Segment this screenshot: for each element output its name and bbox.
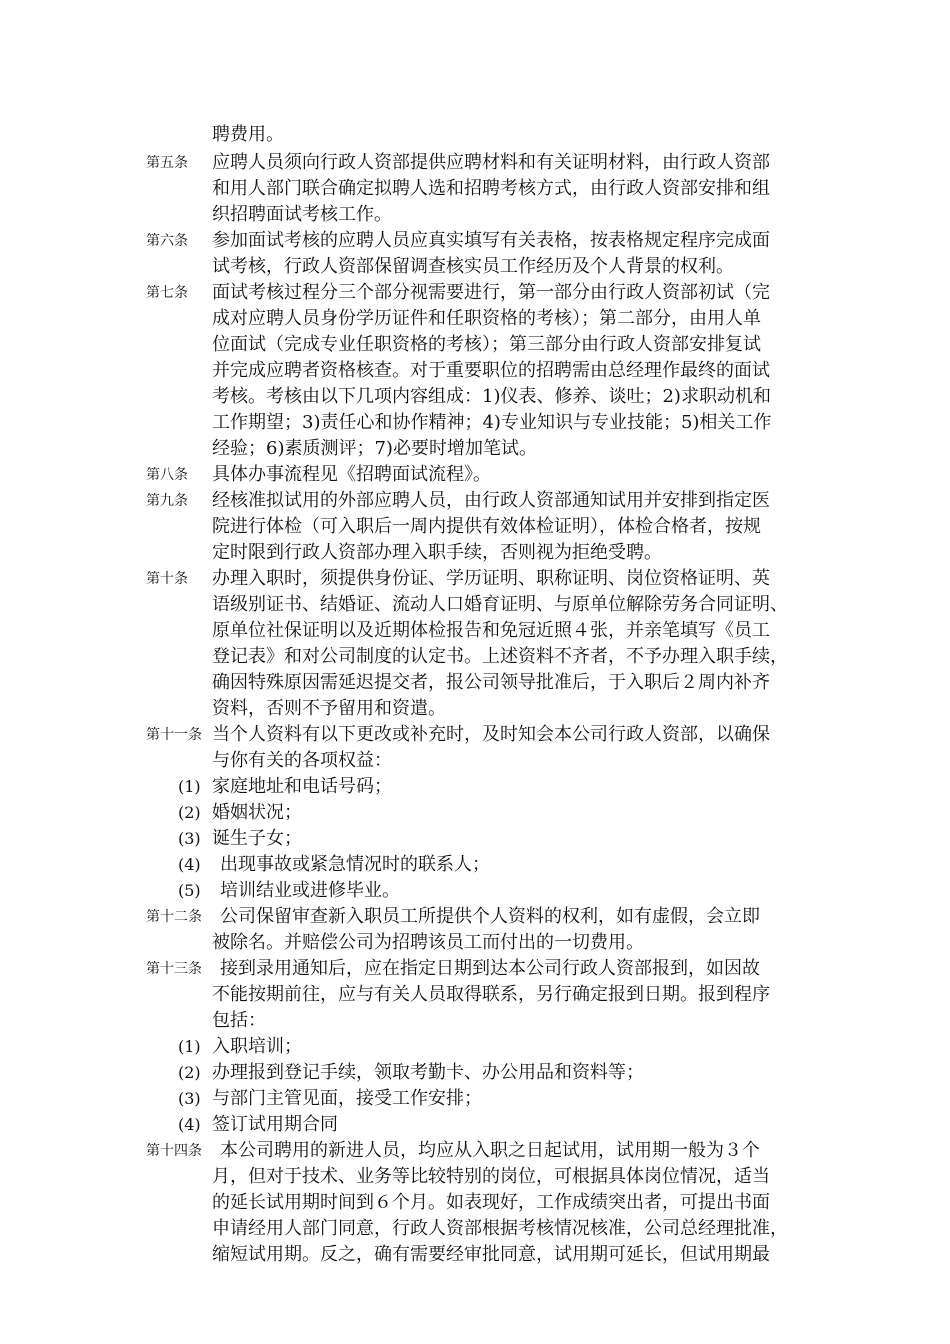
article-5-line-2: 织招聘面试考核工作。 — [212, 204, 392, 225]
list-11-item-2-text: 婚姻状况； — [212, 802, 302, 823]
list-11-item-1-text: 家庭地址和电话号码； — [212, 776, 392, 797]
article-5-line-1: 和用人部门联合确定拟聘人选和招聘考核方式，由行政人资部安排和组 — [212, 178, 770, 199]
article-7-line-5: 工作期望；3)责任心和协作精神；4)专业知识与专业技能；5)相关工作 — [212, 412, 772, 433]
article-7-line-4: 考核。考核由以下几项内容组成：1)仪表、修养、谈吐；2)求职动机和 — [212, 386, 771, 407]
article-7-line-0: 面试考核过程分三个部分视需要进行，第一部分由行政人资部初试（完 — [212, 282, 770, 303]
article-7-line-3: 并完成应聘者资格核查。对于重要职位的招聘需由总经理作最终的面试 — [212, 360, 770, 381]
list-13-item-2-number: (2) — [178, 1063, 201, 1082]
article-13-line-2: 包括： — [212, 1010, 266, 1031]
list-13-item-1-number: (1) — [178, 1037, 201, 1056]
article-10-line-0: 办理入职时，须提供身份证、学历证明、职称证明、岗位资格证明、英 — [212, 568, 770, 589]
article-13-line-0: 接到录用通知后，应在指定日期到达本公司行政人资部报到，如因故 — [220, 958, 760, 979]
list-11-item-1-number: (1) — [178, 777, 201, 796]
list-11-item-4-number: (4) — [178, 855, 201, 874]
article-11-line-1: 与你有关的各项权益： — [212, 750, 392, 771]
list-13-item-4-number: (4) — [178, 1115, 201, 1134]
article-0-line-0: 聘费用。 — [212, 124, 284, 145]
article-11-line-0: 当个人资料有以下更改或补充时，及时知会本公司行政人资部，以确保 — [212, 724, 770, 745]
article-12-line-0: 公司保留审查新入职员工所提供个人资料的权利，如有虚假，会立即 — [220, 906, 760, 927]
article-9-line-2: 定时限到行政人资部办理入职手续，否则视为拒绝受聘。 — [212, 542, 662, 563]
article-10-line-2: 原单位社保证明以及近期体检报告和免冠近照４张，并亲笔填写《员工 — [212, 620, 770, 641]
article-5-line-0: 应聘人员须向行政人资部提供应聘材料和有关证明材料，由行政人资部 — [212, 152, 770, 173]
article-14-line-4: 缩短试用期。反之，确有需要经审批同意，试用期可延长，但试用期最 — [212, 1244, 770, 1265]
list-11-item-3-number: (3) — [178, 829, 201, 848]
article-8-line-0: 具体办事流程见《招聘面试流程》。 — [212, 464, 491, 485]
list-13-item-3-number: (3) — [178, 1089, 201, 1108]
article-6-line-1: 试考核，行政人资部保留调查核实员工作经历及个人背景的权利。 — [212, 256, 734, 277]
article-14-line-3: 申请经用人部门同意，行政人资部根据考核情况核准，公司总经理批准， — [212, 1218, 788, 1239]
article-14-line-2: 的延长试用期时间到６个月。如表现好，工作成绩突出者，可提出书面 — [212, 1192, 770, 1213]
list-13-item-4-text: 签订试用期合同 — [212, 1114, 338, 1135]
article-10-line-1: 语级别证书、结婚证、流动人口婚育证明、与原单位解除劳务合同证明、 — [212, 594, 788, 615]
list-11-item-3-text: 诞生子女； — [212, 828, 302, 849]
article-10-label: 第十条 — [146, 571, 188, 587]
list-11-item-5-number: (5) — [178, 881, 201, 900]
article-7-line-6: 经验；6)素质测评；7)必要时增加笔试。 — [212, 438, 537, 459]
article-7-line-2: 位面试（完成专业任职资格的考核）；第三部分由行政人资部安排复试 — [212, 334, 761, 355]
article-10-line-4: 确因特殊原因需延迟提交者，报公司领导批准后，于入职后２周内补齐 — [212, 672, 770, 693]
article-9-line-1: 院进行体检（可入职后一周内提供有效体检证明），体检合格者，按规 — [212, 516, 761, 537]
article-7-line-1: 成对应聘人员身份学历证件和任职资格的考核）；第二部分，由用人单 — [212, 308, 761, 329]
list-11-item-2-number: (2) — [178, 803, 201, 822]
article-12-line-1: 被除名。并赔偿公司为招聘该员工而付出的一切费用。 — [212, 932, 644, 953]
list-13-item-3-text: 与部门主管见面，接受工作安排； — [212, 1088, 482, 1109]
list-13-item-2-text: 办理报到登记手续，领取考勤卡、办公用品和资料等； — [212, 1062, 644, 1083]
article-10-line-5: 资料，否则不予留用和资遣。 — [212, 698, 446, 719]
article-10-line-3: 登记表》和对公司制度的认定书。上述资料不齐者，不予办理入职手续， — [212, 646, 788, 667]
article-14-line-0: 本公司聘用的新进人员，均应从入职之日起试用，试用期一般为３个 — [220, 1140, 760, 1161]
article-8-label: 第八条 — [146, 467, 188, 483]
article-9-line-0: 经核准拟试用的外部应聘人员，由行政人资部通知试用并安排到指定医 — [212, 490, 770, 511]
article-12-label: 第十二条 — [146, 909, 202, 925]
list-11-item-5-text: 培训结业或进修毕业。 — [220, 880, 400, 901]
article-5-label: 第五条 — [146, 155, 188, 171]
article-13-label: 第十三条 — [146, 961, 202, 977]
article-14-line-1: 月，但对于技术、业务等比较特别的岗位，可根据具体岗位情况，适当 — [212, 1166, 770, 1187]
article-6-line-0: 参加面试考核的应聘人员应真实填写有关表格，按表格规定程序完成面 — [212, 230, 770, 251]
list-11-item-4-text: 出现事故或紧急情况时的联系人； — [220, 854, 490, 875]
article-13-line-1: 不能按期前往，应与有关人员取得联系，另行确定报到日期。报到程序 — [212, 984, 770, 1005]
list-13-item-1-text: 入职培训； — [212, 1036, 302, 1057]
article-7-label: 第七条 — [146, 285, 188, 301]
article-11-label: 第十一条 — [146, 727, 202, 743]
article-9-label: 第九条 — [146, 493, 188, 509]
article-14-label: 第十四条 — [146, 1143, 202, 1159]
article-6-label: 第六条 — [146, 233, 188, 249]
